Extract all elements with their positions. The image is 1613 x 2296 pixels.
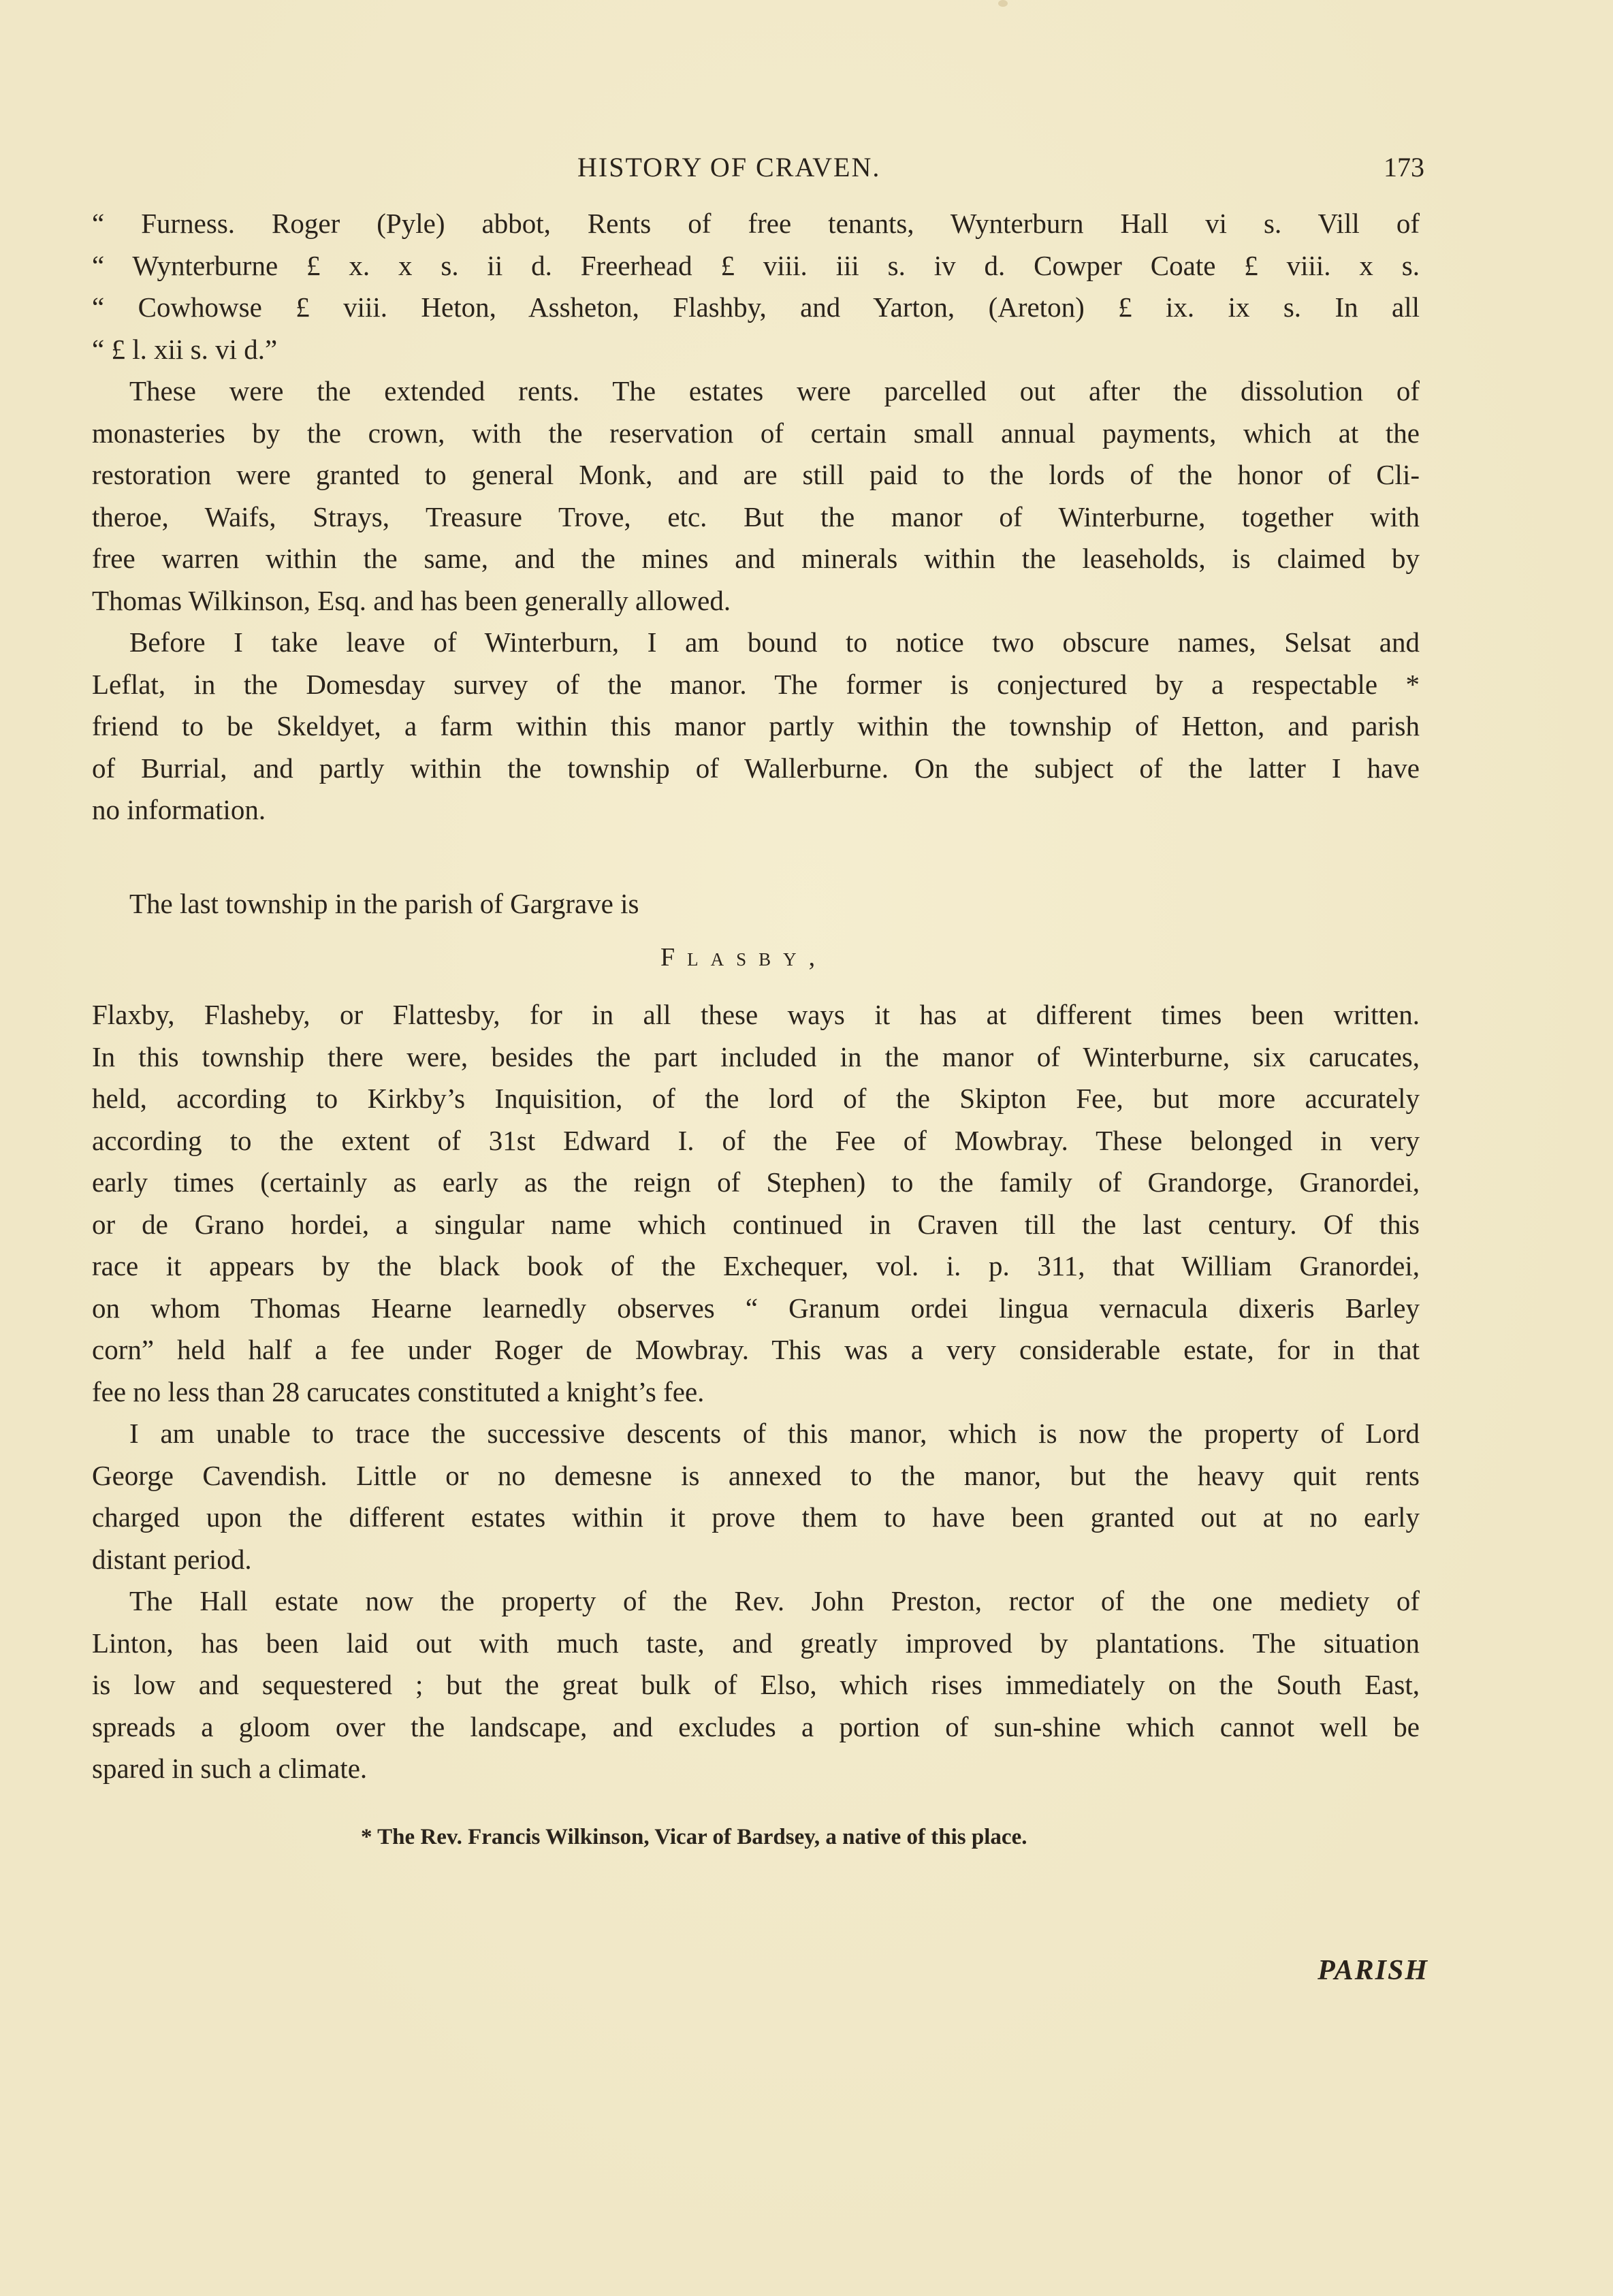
text-line: on whom Thomas Hearne learnedly observes “ Granum ordei lingua vernacula dixeris Barley	[92, 1292, 1420, 1324]
text-line: theroe, Waifs, Strays, Treasure Trove, etc. But the manor of Winterburne, together with	[92, 500, 1420, 532]
text-line: “ Furness. Roger (Pyle) abbot, Rents of free tenants, Wynterburn Hall vi s. Vill of	[92, 208, 1420, 239]
text-line: Leflat, in the Domesday survey of the manor. The former is conjectured by a respectable *	[92, 668, 1420, 700]
section-intro: The last township in the parish of Gargrave is	[129, 888, 639, 919]
text-line: George Cavendish. Little or no demesne is annexed to the manor, but the heavy quit rents	[92, 1459, 1420, 1491]
text-line: Linton, has been laid out with much taste, and greatly improved by plantations. The situation	[92, 1627, 1420, 1659]
text-line: race it appears by the black book of the Exchequer, vol. i. p. 311, that William Granordei,	[92, 1250, 1420, 1281]
text-line: I am unable to trace the successive descents of this manor, which is now the property of Lord	[129, 1418, 1420, 1449]
text-line: according to the extent of 31st Edward I. of the Fee of Mowbray. These belonged in very	[92, 1124, 1420, 1156]
text-line: or de Grano hordei, a singular name which continued in Craven till the last century. Of this	[92, 1208, 1420, 1240]
text-line: spreads a gloom over the landscape, and excludes a portion of sun-shine which cannot well be	[92, 1710, 1420, 1742]
footnote: * The Rev. Francis Wilkinson, Vicar of Bardsey, a native of this place.	[361, 1825, 1027, 1849]
text-line: Flaxby, Flasheby, or Flattesby, for in all these ways it has at different times been written.	[92, 999, 1420, 1030]
text-line: These were the extended rents. The estates were parcelled out after the dissolution of	[129, 375, 1420, 406]
text-line: charged upon the different estates within it prove them to have been granted out at no early	[92, 1501, 1420, 1533]
text-line: friend to be Skeldyet, a farm within this manor partly within the township of Hetton, and parish	[92, 710, 1420, 742]
text-line: Before I take leave of Winterburn, I am bound to notice two obscure names, Selsat and	[129, 626, 1420, 658]
paper-speck	[998, 0, 1008, 7]
text-line: restoration were granted to general Monk, and are still paid to the lords of the honor of Cli-	[92, 459, 1420, 490]
text-line: The Hall estate now the property of the Rev. John Preston, rector of the one mediety of	[129, 1585, 1420, 1616]
text-line: no information.	[92, 794, 266, 825]
text-line: held, according to Kirkby’s Inquisition, of the lord of the Skipton Fee, but more accurately	[92, 1083, 1420, 1114]
section-heading: Flasby,	[660, 943, 828, 972]
page-number: 173	[1384, 152, 1424, 182]
text-line: “ Wynterburne £ x. x s. ii d. Freerhead £ viii. iii s. iv d. Cowper Coate £ viii. x s.	[92, 249, 1420, 281]
text-line: early times (certainly as early as the reign of Stephen) to the family of Grandorge, Granordei,	[92, 1166, 1420, 1198]
text-line: distant period.	[92, 1543, 252, 1575]
text-line: In this township there were, besides the part included in the manor of Winterburne, six carucates,	[92, 1040, 1420, 1072]
text-line: Thomas Wilkinson, Esq. and has been generally allowed.	[92, 584, 731, 616]
catchword: PARISH	[1317, 1955, 1428, 1986]
text-line: “ Cowhowse £ viii. Heton, Assheton, Flashby, and Yarton, (Areton) £ ix. ix s. In all	[92, 291, 1420, 323]
text-line: spared in such a climate.	[92, 1753, 368, 1784]
text-line: monasteries by the crown, with the reservation of certain small annual payments, which at the	[92, 417, 1420, 449]
text-line: is low and sequestered ; but the great bulk of Elso, which rises immediately on the South East,	[92, 1669, 1420, 1700]
running-head: HISTORY OF CRAVEN.	[577, 152, 881, 182]
text-line: “ £ l. xii s. vi d.”	[92, 333, 278, 365]
text-line: corn” held half a fee under Roger de Mowbray. This was a very considerable estate, for in that	[92, 1334, 1420, 1365]
text-line: free warren within the same, and the mines and minerals within the leaseholds, is claimed by	[92, 543, 1420, 574]
text-line: fee no less than 28 carucates constituted a knight’s fee.	[92, 1375, 705, 1407]
text-line: of Burrial, and partly within the township of Wallerburne. On the subject of the latter I have	[92, 752, 1420, 784]
